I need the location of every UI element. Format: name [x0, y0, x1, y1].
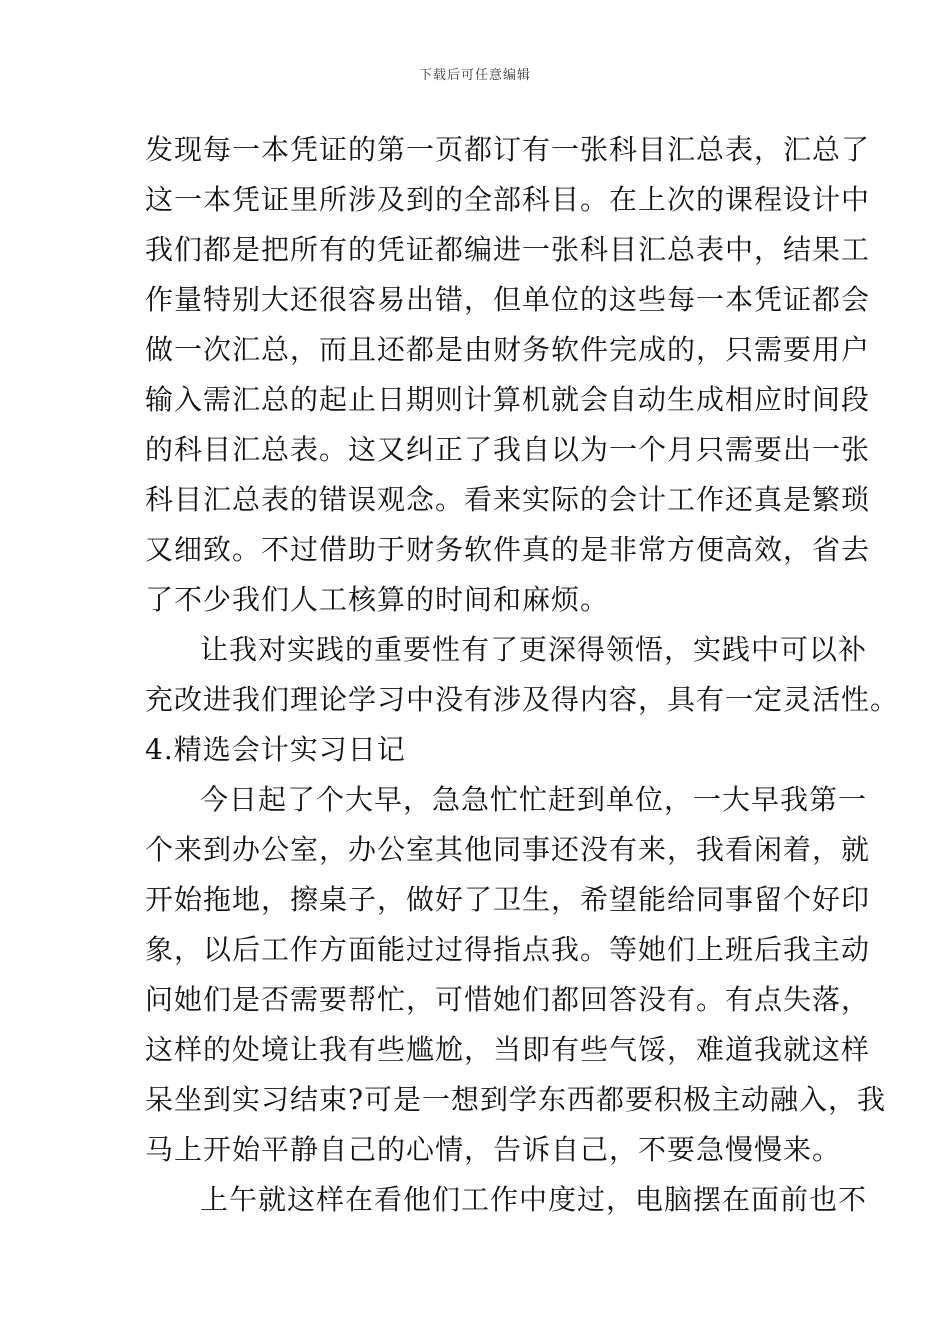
- body-line: 上午就这样在看他们工作中度过，电脑摆在面前也不: [200, 1183, 868, 1216]
- body-line: 让我对实践的重要性有了更深得领悟，实践中可以补: [200, 633, 868, 666]
- body-line: 这样的处境让我有些尴尬，当即有些气馁，难道我就这样: [145, 1033, 871, 1066]
- body-line: 发现每一本凭证的第一页都订有一张科目汇总表，汇总了: [145, 133, 871, 166]
- body-line: 马上开始平静自己的心情，告诉自己，不要急慢慢来。: [145, 1133, 842, 1166]
- body-line: 又细致。不过借助于财务软件真的是非常方便高效，省去: [145, 533, 871, 566]
- body-line: 象，以后工作方面能过过得指点我。等她们上班后我主动: [145, 933, 871, 966]
- section-heading: 4.精选会计实习日记: [145, 733, 406, 766]
- body-line: 个来到办公室，办公室其他同事还没有来，我看闲着，就: [145, 833, 871, 866]
- body-line: 问她们是否需要帮忙，可惜她们都回答没有。有点失落，: [145, 983, 871, 1016]
- body-line: 充改进我们理论学习中没有涉及得内容，具有一定灵活性。: [145, 683, 900, 716]
- body-line: 作量特别大还很容易出错，但单位的这些每一本凭证都会: [145, 283, 871, 316]
- body-line: 做一次汇总，而且还都是由财务软件完成的，只需要用户: [145, 333, 871, 366]
- body-line: 输入需汇总的起止日期则计算机就会自动生成相应时间段: [145, 383, 871, 416]
- body-line: 这一本凭证里所涉及到的全部科目。在上次的课程设计中: [145, 183, 871, 216]
- body-line: 了不少我们人工核算的时间和麻烦。: [145, 583, 610, 616]
- body-line: 科目汇总表的错误观念。看来实际的会计工作还真是繁琐: [145, 483, 871, 516]
- body-line: 今日起了个大早，急急忙忙赶到单位，一大早我第一: [200, 783, 868, 816]
- body-line: 呆坐到实习结束?可是一想到学东西都要积极主动融入，我: [145, 1083, 887, 1116]
- body-line: 开始拖地，擦桌子，做好了卫生，希望能给同事留个好印: [145, 883, 871, 916]
- body-line: 我们都是把所有的凭证都编进一张科目汇总表中，结果工: [145, 233, 871, 266]
- body-line: 的科目汇总表。这又纠正了我自以为一个月只需要出一张: [145, 433, 871, 466]
- header-note: 下载后可任意编辑: [418, 68, 531, 83]
